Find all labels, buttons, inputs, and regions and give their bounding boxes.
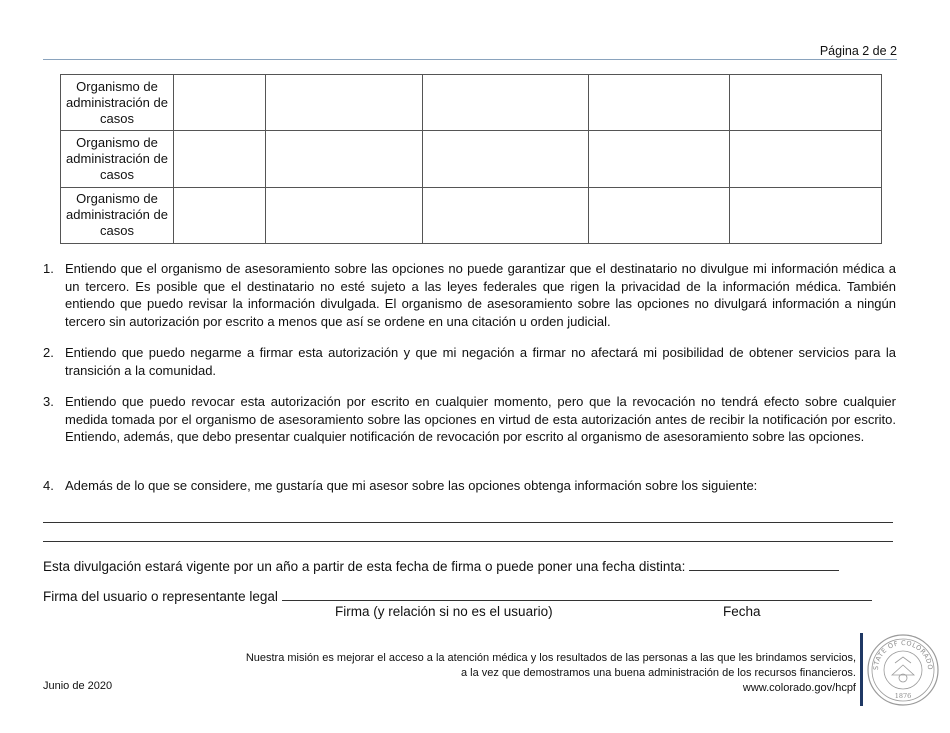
signature-label: Firma del usuario o representante legal — [43, 589, 278, 604]
agency-table — [60, 74, 882, 244]
table-cell — [423, 75, 589, 131]
table-cell — [589, 131, 730, 187]
table-cell — [589, 75, 730, 131]
additional-info-line[interactable] — [43, 522, 893, 523]
header-rule — [43, 59, 897, 60]
website-link[interactable]: www.colorado.gov/hcpf — [742, 682, 856, 694]
agency-label: Organismo de administración de casos — [61, 187, 174, 243]
item-text: Entiendo que el organismo de asesoramiento sobre las opciones no puede garantizar que el destinatario no divulgue mi información médica a un tercero. Es posible que el destinatario no esté sujeto a las leyes federales que rigen la privacidad de la información médica. También entiendo que puedo revisar la información divulgada. El organismo de asesoramiento sobre las opciones no divulgará información a ningún tercero sin autorización por escrito a menos que así se ordene en una citación u orden judicial. — [65, 261, 896, 329]
table-cell — [730, 75, 882, 131]
additional-info-line[interactable] — [43, 541, 893, 542]
table-cell — [266, 75, 423, 131]
signature-row — [43, 587, 872, 604]
date-caption: Fecha — [723, 604, 761, 619]
item-number: 1. — [43, 261, 54, 276]
table-cell — [174, 187, 266, 243]
table-row — [61, 131, 882, 187]
table-cell — [174, 75, 266, 131]
colorado-seal-icon — [866, 633, 940, 707]
list-item — [43, 477, 896, 495]
agency-label: Organismo de administración de casos — [61, 131, 174, 187]
table-row — [61, 75, 882, 131]
footer-mission — [166, 651, 856, 696]
svg-text:STATE OF COLORADO — [872, 639, 934, 670]
table-cell — [423, 131, 589, 187]
list-item — [43, 260, 896, 330]
table-cell — [589, 187, 730, 243]
mission-line: a la vez que demostramos una buena administración de los recursos financieros. — [461, 667, 856, 679]
alternate-date-field[interactable] — [689, 557, 839, 571]
footer-divider — [860, 633, 863, 706]
table-cell — [266, 131, 423, 187]
list-item — [43, 344, 896, 379]
validity-text: Esta divulgación estará vigente por un año a partir de esta fecha de firma o puede poner una fecha distinta: — [43, 559, 686, 574]
item-text: Entiendo que puedo negarme a firmar esta autorización y que mi negación a firmar no afectará mi posibilidad de obtener servicios para la transición a la comunidad. — [65, 345, 896, 378]
footer-date: Junio de 2020 — [43, 680, 113, 692]
agency-label: Organismo de administración de casos — [61, 75, 174, 131]
seal-year: 1876 — [894, 692, 912, 700]
table-cell — [266, 187, 423, 243]
table-cell — [730, 131, 882, 187]
item-text: Además de lo que se considere, me gustaría que mi asesor sobre las opciones obtenga información sobre los siguiente: — [65, 478, 758, 493]
validity-row — [43, 557, 839, 574]
item-text: Entiendo que puedo revocar esta autorización por escrito en cualquier momento, pero que la revocación no tendrá efecto sobre cualquier medida tomada por el organismo de asesoramiento sobre las opciones en virtud de esta autorización antes de recibir la notificación por escrito. Entiendo, además, que debo presentar cualquier notificación de revocación por escrito al organismo de asesoramiento sobre las opciones. — [65, 394, 896, 444]
page-number: Página 2 de 2 — [819, 44, 897, 58]
signature-field[interactable] — [282, 587, 872, 601]
list-item — [43, 393, 896, 446]
item-number: 2. — [43, 345, 54, 360]
table-cell — [730, 187, 882, 243]
table-row — [61, 187, 882, 243]
signature-caption: Firma (y relación si no es el usuario) — [335, 604, 553, 619]
item-number: 3. — [43, 394, 54, 409]
mission-line: Nuestra misión es mejorar el acceso a la atención médica y los resultados de las personas a las que les brindamos servicios, — [245, 652, 856, 664]
table-cell — [423, 187, 589, 243]
seal-text: STATE OF COLORADO — [871, 638, 935, 671]
item-number: 4. — [43, 478, 54, 493]
table-cell — [174, 131, 266, 187]
